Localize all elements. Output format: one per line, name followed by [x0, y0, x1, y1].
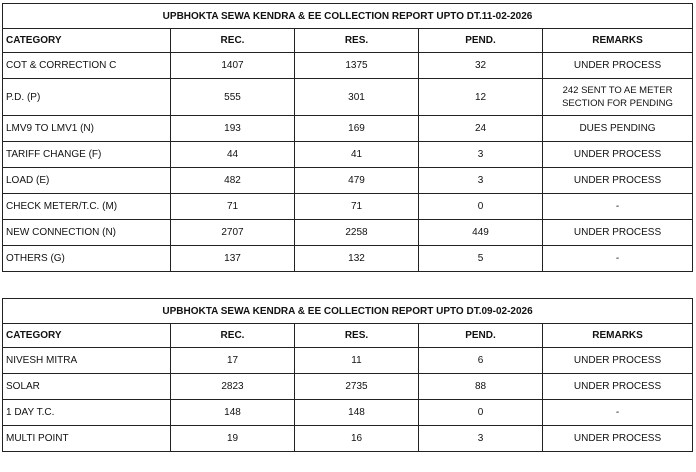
cell-rec: 2707 [171, 220, 295, 246]
cell-remarks: - [543, 246, 693, 272]
cell-remarks: UNDER PROCESS [543, 426, 693, 452]
header-pend: PEND. [419, 29, 543, 53]
cell-category: LOAD (E) [3, 168, 171, 194]
cell-category: 1 DAY T.C. [3, 400, 171, 426]
cell-pend: 3 [419, 142, 543, 168]
cell-rec: 137 [171, 246, 295, 272]
header-remarks: REMARKS [543, 324, 693, 348]
cell-res: 16 [295, 426, 419, 452]
cell-res: 148 [295, 400, 419, 426]
header-row [3, 29, 693, 53]
cell-category: SOLAR [3, 374, 171, 400]
cell-rec: 17 [171, 348, 295, 374]
cell-rec: 19 [171, 426, 295, 452]
cell-res: 1375 [295, 53, 419, 79]
cell-remarks: UNDER PROCESS [543, 374, 693, 400]
table-row [3, 400, 693, 426]
table-row [3, 246, 693, 272]
header-category: CATEGORY [3, 324, 171, 348]
cell-rec: 482 [171, 168, 295, 194]
report-table-11-02-2026 [2, 3, 693, 272]
cell-remarks: UNDER PROCESS [543, 168, 693, 194]
cell-pend: 24 [419, 116, 543, 142]
cell-res: 132 [295, 246, 419, 272]
cell-remarks: UNDER PROCESS [543, 53, 693, 79]
table-row [3, 116, 693, 142]
table-row [3, 426, 693, 452]
table-row [3, 348, 693, 374]
cell-rec: 71 [171, 194, 295, 220]
cell-pend: 6 [419, 348, 543, 374]
cell-category: NIVESH MITRA [3, 348, 171, 374]
header-category: CATEGORY [3, 29, 171, 53]
cell-remarks: - [543, 400, 693, 426]
cell-remarks: UNDER PROCESS [543, 220, 693, 246]
table-row [3, 79, 693, 116]
cell-remarks: - [543, 194, 693, 220]
cell-rec: 44 [171, 142, 295, 168]
header-remarks: REMARKS [543, 29, 693, 53]
cell-pend: 3 [419, 426, 543, 452]
header-rec: REC. [171, 29, 295, 53]
cell-remarks: 242 SENT TO AE METER SECTION FOR PENDING [543, 79, 693, 116]
cell-pend: 0 [419, 400, 543, 426]
cell-res: 169 [295, 116, 419, 142]
table-row [3, 194, 693, 220]
cell-pend: 449 [419, 220, 543, 246]
cell-remarks: DUES PENDING [543, 116, 693, 142]
cell-rec: 148 [171, 400, 295, 426]
cell-rec: 555 [171, 79, 295, 116]
table-row [3, 168, 693, 194]
table-row [3, 142, 693, 168]
cell-rec: 2823 [171, 374, 295, 400]
header-res: RES. [295, 29, 419, 53]
cell-category: OTHERS (G) [3, 246, 171, 272]
report-title: UPBHOKTA SEWA KENDRA & EE COLLECTION REPORT UPTO DT.11-02-2026 [3, 4, 693, 29]
cell-remarks: UNDER PROCESS [543, 142, 693, 168]
cell-pend: 3 [419, 168, 543, 194]
cell-category: NEW CONNECTION (N) [3, 220, 171, 246]
cell-res: 41 [295, 142, 419, 168]
cell-category: CHECK METER/T.C. (M) [3, 194, 171, 220]
header-rec: REC. [171, 324, 295, 348]
cell-pend: 5 [419, 246, 543, 272]
cell-rec: 1407 [171, 53, 295, 79]
cell-pend: 0 [419, 194, 543, 220]
cell-category: COT & CORRECTION C [3, 53, 171, 79]
table-row [3, 374, 693, 400]
cell-res: 71 [295, 194, 419, 220]
cell-res: 479 [295, 168, 419, 194]
cell-res: 11 [295, 348, 419, 374]
cell-pend: 12 [419, 79, 543, 116]
header-pend: PEND. [419, 324, 543, 348]
cell-category: P.D. (P) [3, 79, 171, 116]
cell-category: MULTI POINT [3, 426, 171, 452]
cell-pend: 88 [419, 374, 543, 400]
report-table-09-02-2026 [2, 298, 693, 452]
cell-category: TARIFF CHANGE (F) [3, 142, 171, 168]
cell-res: 301 [295, 79, 419, 116]
header-row [3, 324, 693, 348]
cell-res: 2735 [295, 374, 419, 400]
cell-pend: 32 [419, 53, 543, 79]
cell-remarks: UNDER PROCESS [543, 348, 693, 374]
header-res: RES. [295, 324, 419, 348]
cell-category: LMV9 TO LMV1 (N) [3, 116, 171, 142]
cell-rec: 193 [171, 116, 295, 142]
table-row [3, 220, 693, 246]
report-title: UPBHOKTA SEWA KENDRA & EE COLLECTION REPORT UPTO DT.09-02-2026 [3, 299, 693, 324]
cell-res: 2258 [295, 220, 419, 246]
table-row [3, 53, 693, 79]
